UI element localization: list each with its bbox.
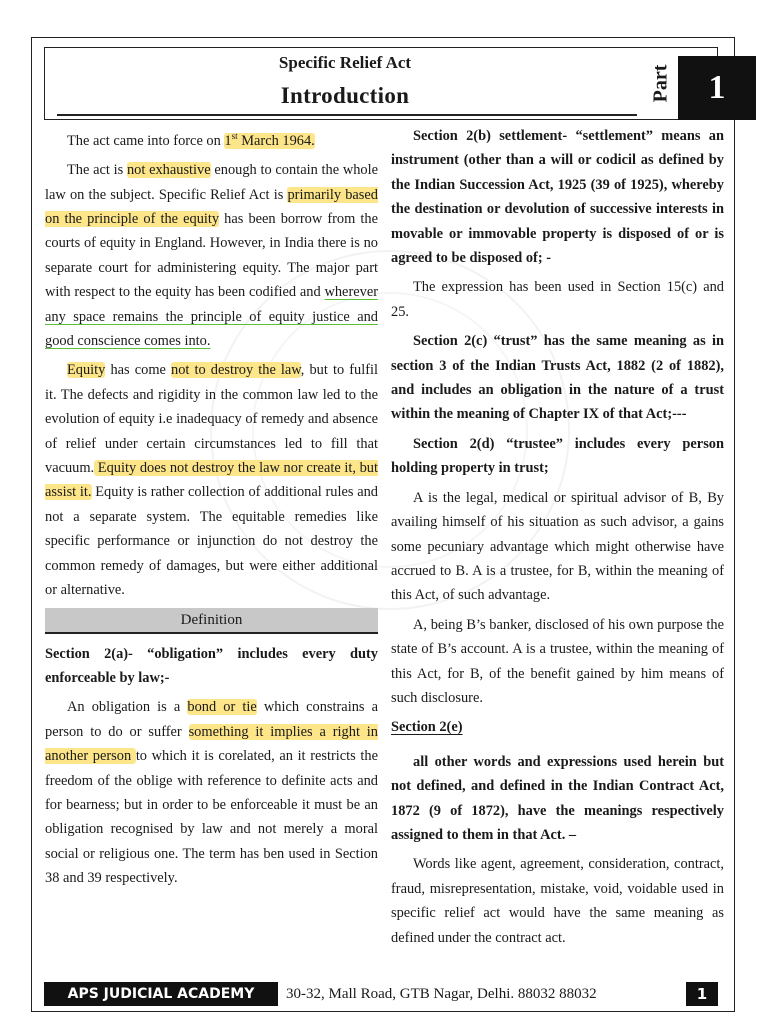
section-2b-heading: Section 2(b) settlement- “settlement” means an instrument (other than a will or codicil as defined by the Indian Succession Act, 1925 (39 of 1925), whereby the destination or devolution of successive interests in movable or immovable property is disposed of or is agreed to be disposed of; - [391, 128, 724, 267]
footer-academy-name: APS JUDICIAL ACADEMY [44, 982, 278, 1006]
definition-heading: Definition [45, 608, 378, 634]
paragraph-trustee-example-2: A, being B’s banker, disclosed of his own purpose the state of B’s account. A is a trustee, within the meaning of this Act, for B, of the benefit gained by him means of such disclosure. [391, 616, 724, 706]
part-number-badge: 1 [678, 56, 756, 120]
section-2d-heading: Section 2(d) “trustee” includes every person holding property in trust; [391, 435, 724, 477]
highlight-date: 1st March 1964. [224, 131, 315, 149]
title-underline [57, 114, 637, 116]
left-column [45, 124, 378, 896]
document-title: Introduction [280, 83, 410, 108]
section-2a-heading: Section 2(a)- “obligation” includes every duty enforceable by law;- [45, 645, 378, 686]
underlined-good-conscience: wherever any space remains the principle of equity justice and good conscience comes into. [45, 284, 378, 350]
paragraph-obligation: An obligation is a bond or tie which constrains a person to do or suffer something it implies a right in another person to which it is corelated, an it restricts the freedom of the oblige with reference to definite acts and for bearness; but in order to be enforceable it must be an obligation recognised by law and not merely a moral social or religious one. The term has ben used in Section 38 and 39 respectively. [45, 699, 378, 887]
highlight-principle-equity: primarily based on the principle of the equity [45, 186, 378, 228]
paragraph-equity: Equity has come not to destroy the law, but to fulfil it. The defects and rigidity in the common law led to the evolution of equity i.e inadequacy of remedy and absence of relief under certain circumstances led to fill that vacuum. Equity does not destroy the law nor create it, but assist it. Equity is rather collection of additional rules and not a separate system. The equitable remedies like specific performance or injunction do not destroy the common remedy of damages, but were either additional or alternative. [45, 362, 379, 599]
paragraph-trustee-example-1: A is the legal, medical or spiritual advisor of B, By availing himself of his situation as such advisor, a gains some pecuniary advantage which might otherwise have accrued to B. A is a trustee, for B, within the meaning of this Act, of such advantage. [391, 489, 724, 604]
footer-address: 30-32, Mall Road, GTB Nagar, Delhi. 88032 88032 [286, 986, 597, 1002]
paragraph-not-exhaustive: The act is not exhaustive enough to contain the whole law on the subject. Specific Relief Act is primarily based on the principle of the equity has been borrow from the courts of equity in England. However, in India there is no separate court for administering equity. The major part with respect to the equity has been codified and wherever any space remains the principle of equity justice and good conscience comes into. [45, 162, 378, 350]
paragraph-commencement: The act came into force on 1st March 1964. [67, 131, 315, 149]
section-2e-heading: all other words and expressions used herein but not defined, and defined in the Indian Contract Act, 1872 (9 of 1872), have the meanings respectively assigned to them in that Act. – [391, 753, 724, 843]
part-label: Part [649, 64, 672, 102]
highlight-not-exhaustive: not exhaustive [126, 162, 211, 179]
section-2e-label: Section 2(e) [391, 719, 463, 736]
title-box [44, 47, 726, 120]
highlight-bond-or-tie: bond or tie [187, 699, 257, 716]
highlight-equity: Equity [67, 362, 106, 379]
highlight-right-in-another: something it implies a right in another person [45, 723, 378, 765]
right-column [391, 124, 724, 955]
footer-page-number: 1 [686, 982, 718, 1006]
section-2c-heading: Section 2(c) “trust” has the same meaning as in section 3 of the Indian Trusts Act, 1882 (2 of 1882), and includes an obligation in the nature of a trust within the meaning of Chapter IX of that Act;--- [391, 333, 724, 423]
paragraph-contract-terms: Words like agent, agreement, consideration, contract, fraud, misrepresentation, mistake, void, voidable used in specific relief act would have the same meaning as defined under the contract act. [391, 856, 724, 946]
document-subtitle: Specific Relief Act [278, 53, 412, 72]
paragraph-settlement-usage: The expression has been used in Section 15(c) and 25. [391, 279, 724, 320]
highlight-assist-law: Equity does not destroy the law nor create it, but assist it. [45, 460, 378, 501]
highlight-not-destroy-law: not to destroy the law [171, 362, 301, 379]
